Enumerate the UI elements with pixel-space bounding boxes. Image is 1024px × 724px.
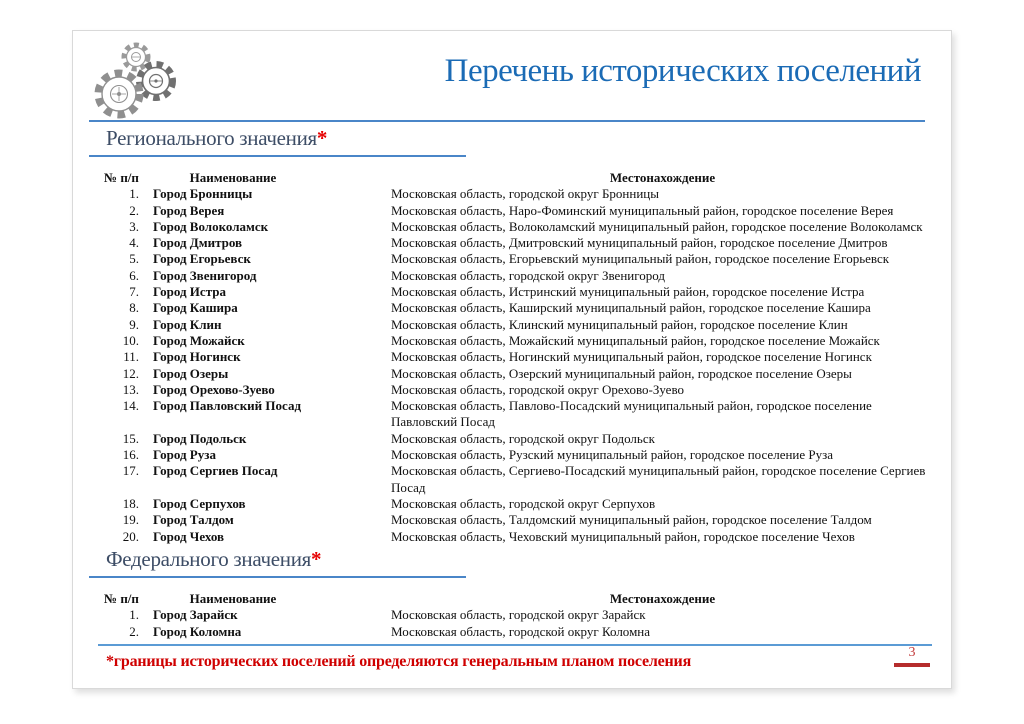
footnote-asterisk: * <box>316 126 328 150</box>
city-location: Московская область, Волоколамский муниципальный район, городское поселение Волоколамск <box>391 218 923 234</box>
table-row <box>104 317 934 333</box>
row-number: 1. <box>129 186 139 202</box>
table-row <box>104 512 934 528</box>
city-location: Московская область, городской округ Серпухов <box>391 495 656 511</box>
city-name: Город Зарайск <box>153 607 238 623</box>
footnote-asterisk: * <box>311 547 322 571</box>
settlements-table-regional <box>104 170 934 545</box>
city-location: Московская область, Наро-Фоминский муниципальный район, городское поселение Верея <box>391 202 894 218</box>
row-number: 3. <box>129 218 139 234</box>
row-number: 16. <box>122 447 139 463</box>
city-location: Московская область, Можайский муниципальный район, городское поселение Можайск <box>391 332 880 348</box>
city-name: Город Талдом <box>153 512 234 528</box>
settlements-table-federal <box>104 591 934 640</box>
city-location: Московская область, городской округ Бронницы <box>391 186 659 202</box>
table-row <box>104 529 934 545</box>
city-name: Город Истра <box>153 284 226 300</box>
city-name: Город Звенигород <box>153 267 257 283</box>
row-number: 14. <box>122 398 139 414</box>
gears-logo-icon <box>89 37 189 122</box>
section-heading-text: Регионального значения <box>106 126 317 150</box>
footer-divider <box>98 644 932 646</box>
city-location: Московская область, Клинский муниципальный район, городское поселение Клин <box>391 316 848 332</box>
city-name: Город Бронницы <box>153 186 253 202</box>
row-number: 18. <box>122 495 139 511</box>
column-header-location: Местонахождение <box>609 591 716 606</box>
city-location: Московская область, Павлово-Посадский муниципальный район, городское поселение Павловский Посад <box>391 398 872 430</box>
city-name: Город Ногинск <box>153 349 241 365</box>
row-number: 20. <box>122 528 139 544</box>
table-row <box>104 431 934 447</box>
city-name: Город Егорьевск <box>153 251 251 267</box>
section-heading-regional <box>106 125 934 151</box>
row-number: 4. <box>129 235 139 251</box>
row-number: 13. <box>122 381 139 397</box>
city-location: Московская область, Каширский муниципальный район, городское поселение Кашира <box>391 300 871 316</box>
city-name: Город Павловский Посад <box>153 398 302 414</box>
table-row <box>104 235 934 251</box>
table-row <box>104 349 934 365</box>
table-header-row <box>104 591 934 607</box>
table-header-row <box>104 170 934 186</box>
page-number-underline <box>894 663 930 667</box>
section-heading-federal <box>106 546 934 572</box>
table-row <box>104 333 934 349</box>
city-name: Город Клин <box>153 316 222 332</box>
column-header-name: Наименование <box>189 591 277 606</box>
city-location: Московская область, Сергиево-Посадский муниципальный район, городское поселение Сергиев Посад <box>391 463 926 495</box>
section-heading-text: Федерального значения <box>106 547 312 571</box>
city-name: Город Чехов <box>153 528 225 544</box>
row-number: 7. <box>129 284 139 300</box>
city-name: Город Кашира <box>153 300 238 316</box>
city-location: Московская область, городской округ Коломна <box>391 623 651 639</box>
table-row <box>104 268 934 284</box>
row-number: 12. <box>122 365 139 381</box>
city-location: Московская область, Талдомский муниципальный район, городское поселение Талдом <box>391 512 872 528</box>
city-location: Московская область, городской округ Подольск <box>391 430 655 446</box>
column-header-number: № п/п <box>104 591 139 606</box>
table-row <box>104 186 934 202</box>
table-row <box>104 624 934 640</box>
city-location: Московская область, городской округ Зарайск <box>391 607 646 623</box>
table-row <box>104 607 934 623</box>
city-location: Московская область, Озерский муниципальный район, городское поселение Озеры <box>391 365 852 381</box>
city-location: Московская область, Чеховский муниципальный район, городское поселение Чехов <box>391 528 855 544</box>
table-row <box>104 447 934 463</box>
table-row <box>104 398 934 431</box>
table-row <box>104 463 934 496</box>
presentation-slide <box>72 30 952 689</box>
slide-title: Перечень исторических поселений <box>444 53 921 89</box>
city-name: Город Серпухов <box>153 495 246 511</box>
city-name: Город Сергиев Посад <box>153 463 278 479</box>
column-header-number: № п/п <box>104 170 139 185</box>
column-header-name: Наименование <box>189 170 277 185</box>
row-number: 1. <box>129 607 139 623</box>
city-location: Московская область, городской округ Звенигород <box>391 267 665 283</box>
table-row <box>104 219 934 235</box>
row-number: 15. <box>122 430 139 446</box>
city-name: Город Подольск <box>153 430 247 446</box>
row-number: 2. <box>129 202 139 218</box>
city-name: Город Можайск <box>153 332 245 348</box>
table-row <box>104 496 934 512</box>
city-location: Московская область, городской округ Орехово-Зуево <box>391 381 685 397</box>
page-number-value: 3 <box>908 645 916 660</box>
city-location: Московская область, Егорьевский муниципальный район, городское поселение Егорьевск <box>391 251 890 267</box>
city-name: Город Волоколамск <box>153 218 269 234</box>
city-name: Город Озеры <box>153 365 229 381</box>
table-row <box>104 251 934 267</box>
section-regional <box>89 125 934 545</box>
city-name: Город Дмитров <box>153 235 243 251</box>
table-row <box>104 300 934 316</box>
page-number <box>894 645 930 667</box>
row-number: 9. <box>129 316 139 332</box>
row-number: 17. <box>122 463 139 479</box>
row-number: 19. <box>122 512 139 528</box>
footnote-text: *границы исторических поселений определяются генеральным планом поселения <box>106 653 692 670</box>
city-location: Московская область, Истринский муниципальный район, городское поселение Истра <box>391 284 865 300</box>
table-row <box>104 284 934 300</box>
table-row <box>104 366 934 382</box>
city-location: Московская область, Рузский муниципальный район, городское поселение Руза <box>391 447 834 463</box>
city-location: Московская область, Дмитровский муниципальный район, городское поселение Дмитров <box>391 235 888 251</box>
row-number: 2. <box>129 623 139 639</box>
city-location: Московская область, Ногинский муниципальный район, городское поселение Ногинск <box>391 349 872 365</box>
row-number: 6. <box>129 267 139 283</box>
section-federal <box>89 546 934 640</box>
column-header-location: Местонахождение <box>609 170 716 185</box>
section-divider <box>89 576 466 578</box>
table-row <box>104 203 934 219</box>
section-divider <box>89 155 466 157</box>
table-row <box>104 382 934 398</box>
city-name: Город Коломна <box>153 623 242 639</box>
title-divider <box>89 120 925 122</box>
row-number: 8. <box>129 300 139 316</box>
row-number: 11. <box>123 349 139 365</box>
row-number: 5. <box>129 251 139 267</box>
row-number: 10. <box>122 332 139 348</box>
city-name: Город Верея <box>153 202 225 218</box>
city-name: Город Орехово-Зуево <box>153 381 275 397</box>
city-name: Город Руза <box>153 447 216 463</box>
